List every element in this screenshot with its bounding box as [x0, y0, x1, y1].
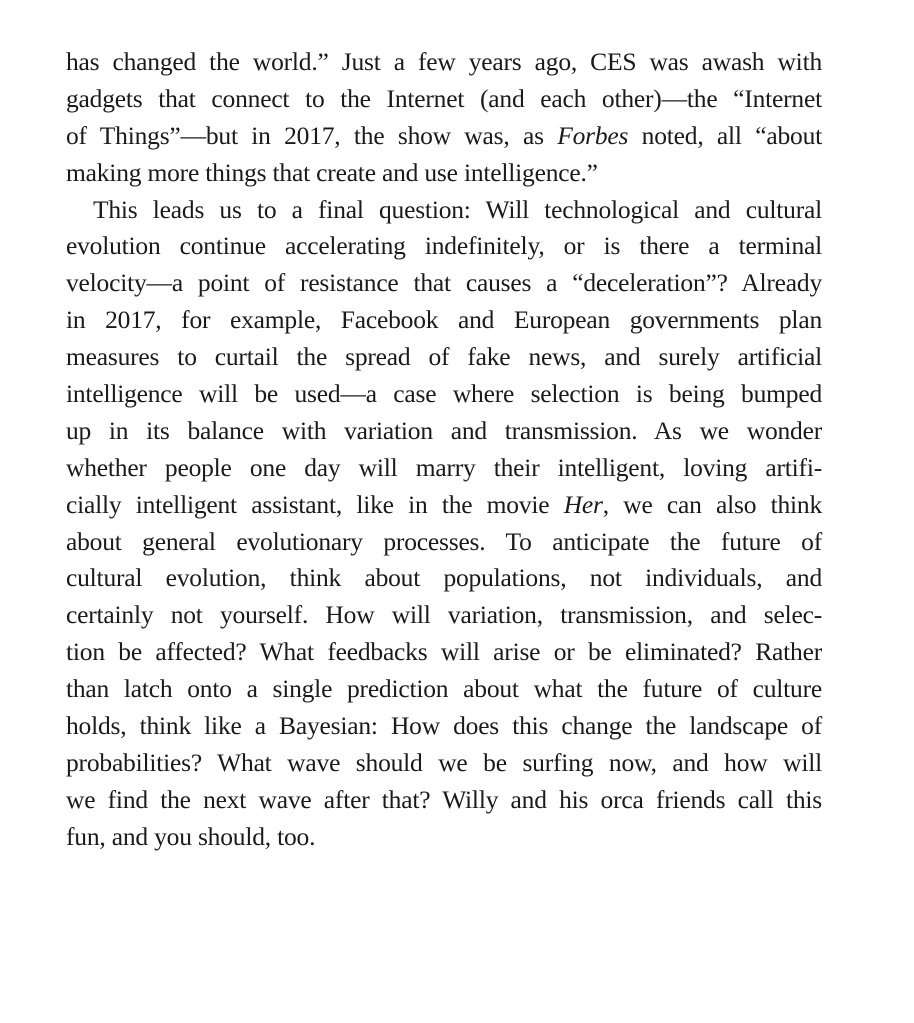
text-line: about general evolutionary processes. To anticipate the future of — [66, 526, 822, 556]
paragraph — [66, 44, 822, 192]
text-line: whether people one day will marry their intelligent, loving artifi- — [66, 452, 822, 482]
text-line: holds, think like a Bayesian: How does this change the landscape of — [66, 711, 822, 741]
text-line: fun, and you should, too. — [66, 821, 316, 851]
text-line: certainly not yourself. How will variation, transmission, and selec- — [66, 600, 822, 630]
text-line: probabilities? What wave should we be surfing now, and how will — [66, 747, 822, 777]
text-line: in 2017, for example, Facebook and European governments plan — [66, 305, 822, 335]
italic-title: Forbes — [557, 120, 629, 150]
text-line: we find the next wave after that? Willy and his orca friends call this — [66, 784, 822, 814]
text-line: has changed the world.” Just a few years ago, CES was awash with — [66, 47, 822, 76]
text-line: intelligence will be used—a case where selection is being bumped — [66, 379, 822, 409]
text-line: cultural evolution, think about populations, not individuals, and — [66, 563, 822, 593]
document-page — [66, 44, 822, 856]
text-line: making more things that create and use intelligence.” — [66, 157, 598, 187]
text-line: measures to curtail the spread of fake news, and surely artificial — [66, 342, 822, 372]
text-line: up in its balance with variation and transmission. As we wonder — [66, 415, 822, 445]
text-line: cially intelligent assistant, like in the movie Her, we can also think — [66, 489, 822, 519]
italic-title: Her — [563, 489, 603, 519]
text-line: evolution continue accelerating indefinitely, or is there a terminal — [66, 231, 822, 261]
text-line: gadgets that connect to the Internet (and each other)—the “Internet — [66, 83, 822, 113]
text-line: of Things”—but in 2017, the show was, as Forbes noted, all “about — [66, 120, 822, 150]
text-line: tion be affected? What feedbacks will arise or be eliminated? Rather — [66, 637, 822, 667]
paragraph — [66, 192, 822, 856]
text-line: This leads us to a final question: Will technological and cultural — [93, 194, 822, 224]
text-line: than latch onto a single prediction about what the future of culture — [66, 674, 822, 704]
text-line: velocity—a point of resistance that causes a “deceleration”? Already — [66, 268, 822, 298]
